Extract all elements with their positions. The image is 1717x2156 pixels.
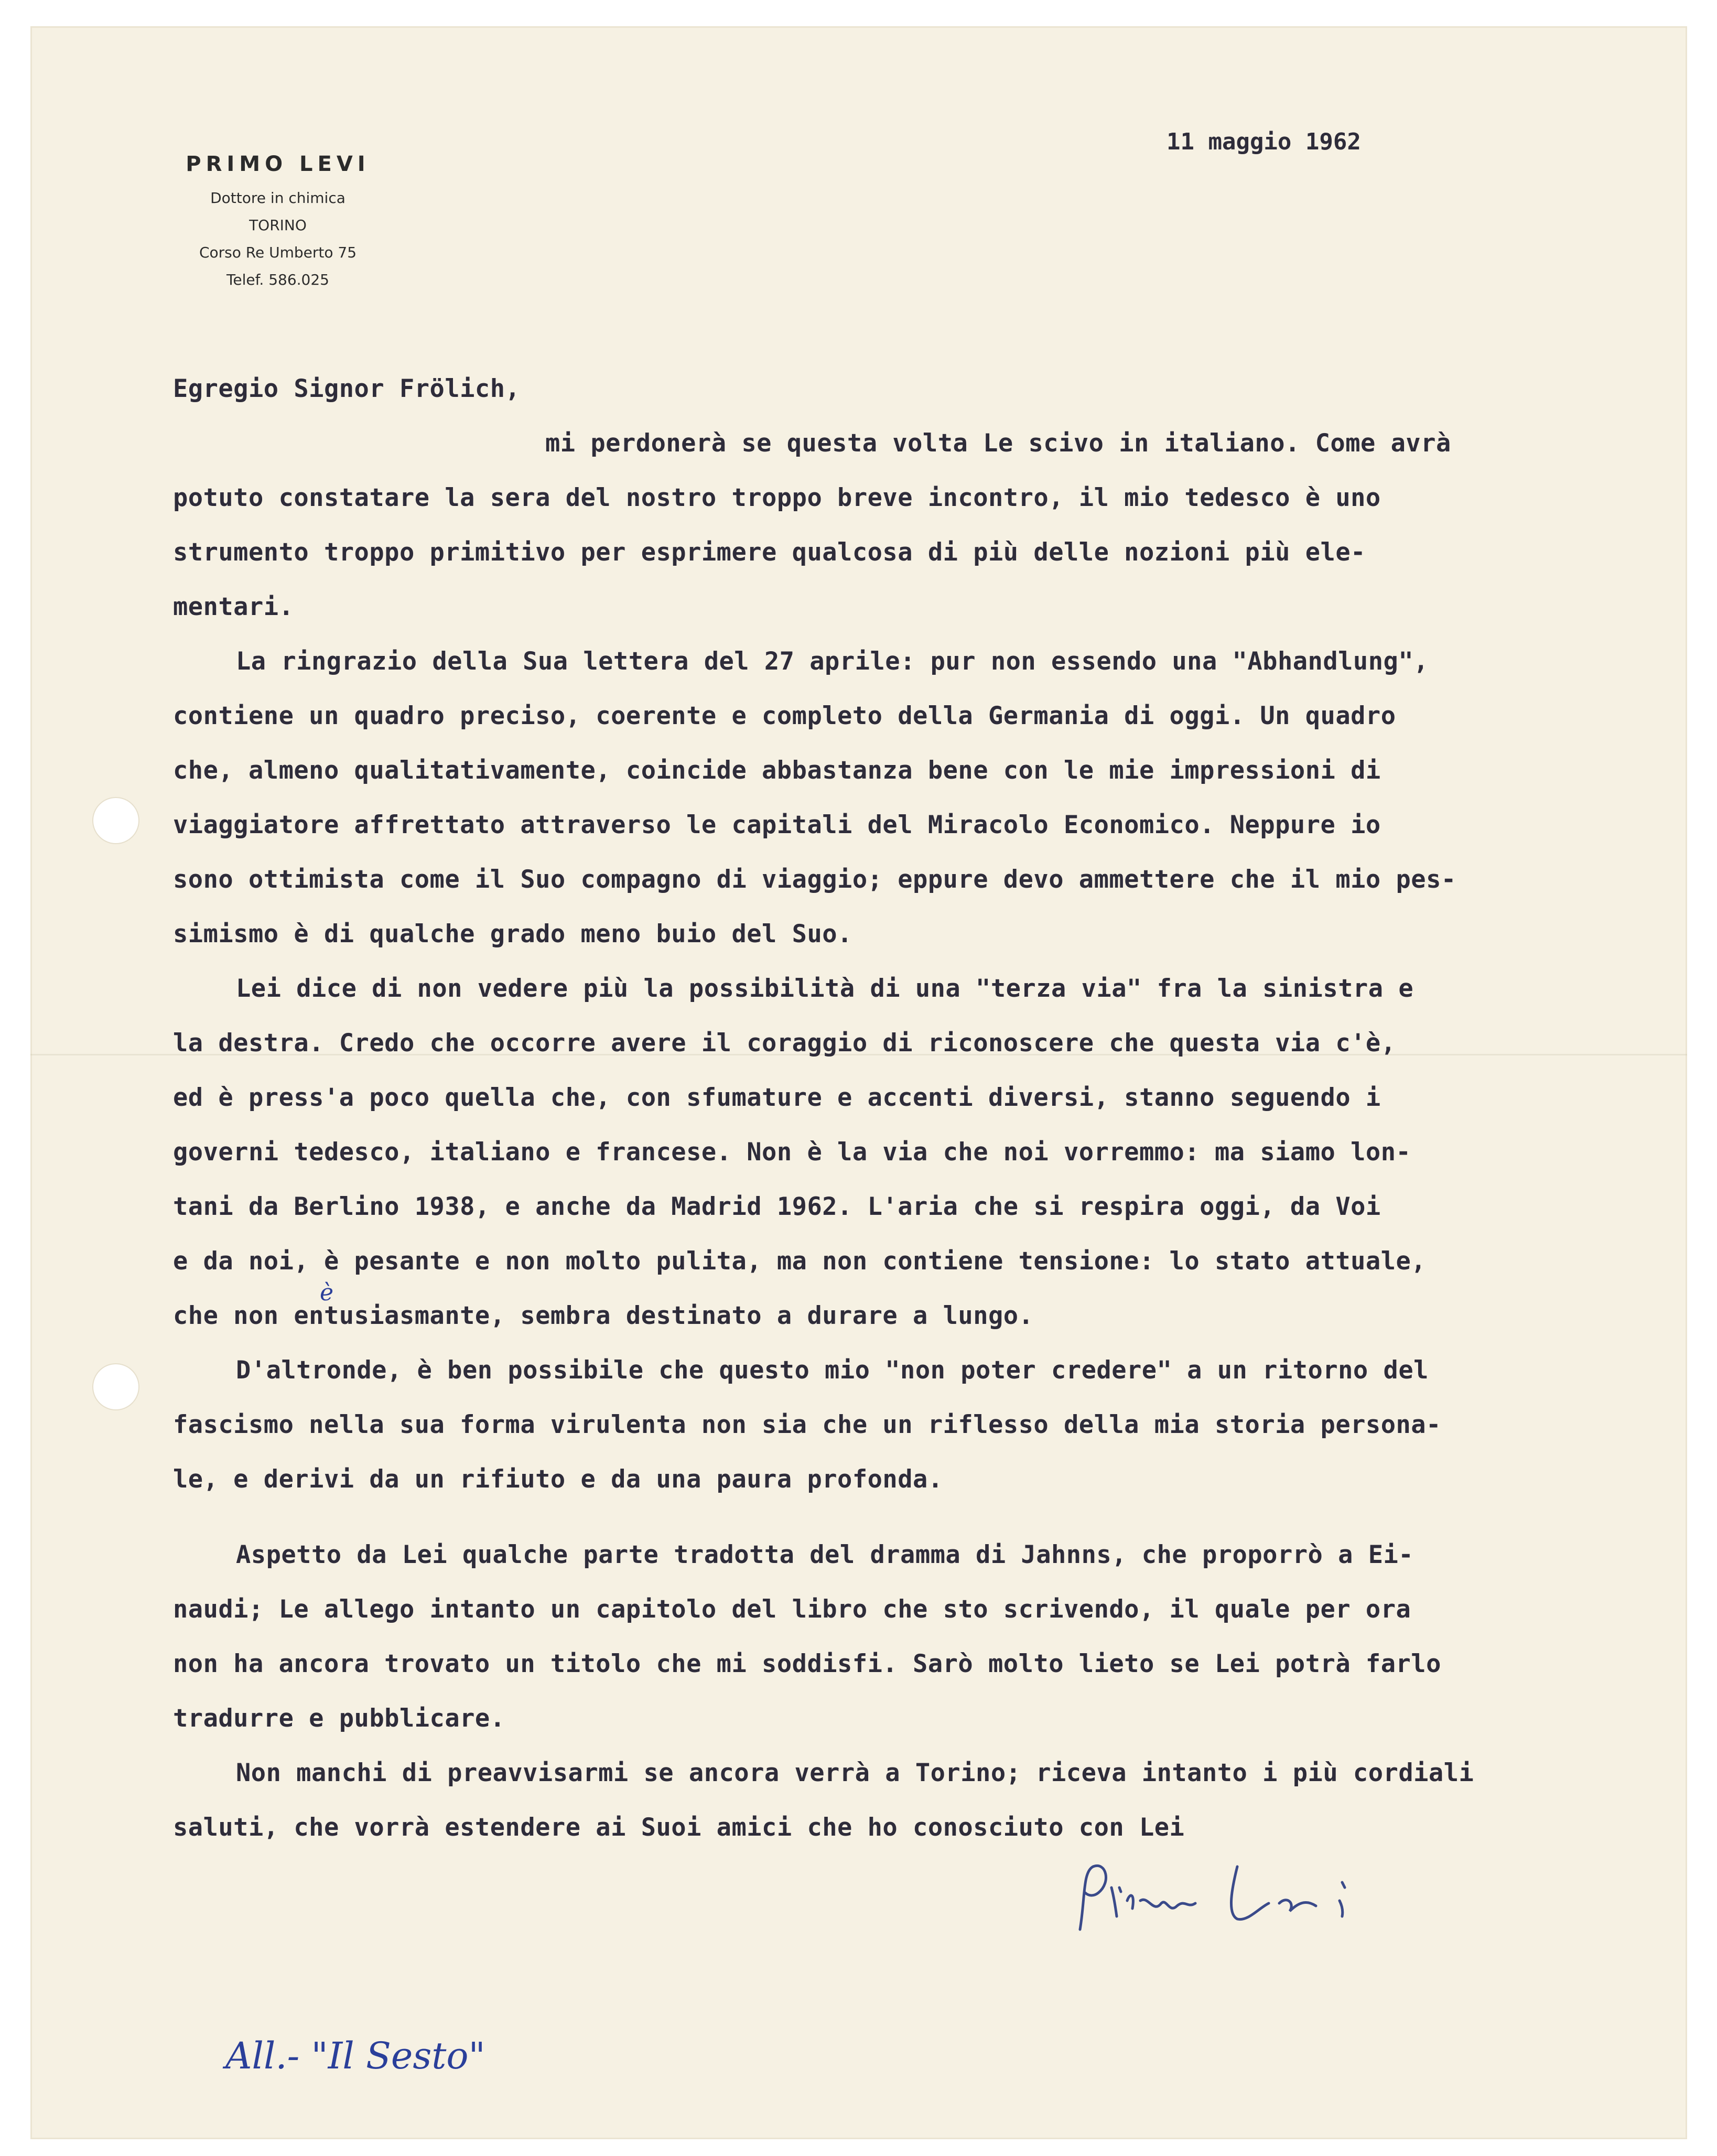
- letterhead-address: Corso Re Umberto 75: [199, 244, 357, 261]
- body-line: strumento troppo primitivo per esprimere qualcosa di più delle nozioni più ele-: [173, 538, 1366, 567]
- handwritten-insert: è: [320, 1279, 334, 1306]
- letter-body: [173, 362, 1651, 1855]
- punch-hole-top: [92, 797, 139, 844]
- body-line: D'altronde, è ben possibile che questo mio "non poter credere" a un ritorno del: [236, 1356, 1429, 1385]
- letterhead-city: TORINO: [249, 217, 307, 234]
- body-line: fascismo nella sua forma virulenta non sia che un riflesso della mia storia persona-: [173, 1410, 1441, 1439]
- letterhead: [157, 152, 398, 294]
- letter-date: 11 maggio 1962: [1167, 128, 1361, 155]
- letterhead-name: PRIMO LEVI: [186, 152, 370, 176]
- handwritten-note: All.- "Il Sesto": [225, 2034, 485, 2077]
- body-line: tani da Berlino 1938, e anche da Madrid 1962. L'aria che si respira oggi, da Voi: [173, 1192, 1381, 1221]
- body-line: tradurre e pubblicare.: [173, 1704, 505, 1733]
- salutation: Egregio Signor Frölich,: [173, 374, 521, 403]
- body-line: e da noi, è pesante e non molto pulita, ma non contiene tensione: lo stato attuale,: [173, 1247, 1427, 1276]
- signature-primo-levi: [1070, 1851, 1405, 1945]
- letterhead-title: Dottore in chimica: [210, 189, 345, 207]
- body-line: Lei dice di non vedere più la possibilità di una "terza via" fra la sinistra e: [236, 974, 1414, 1003]
- body-line: mi perdonerà se questa volta Le scivo in italiano. Come avrà: [545, 429, 1451, 458]
- body-line: che non entusiasmante, sembra destinato a durare a lungo.: [173, 1301, 1034, 1330]
- body-line: contiene un quadro preciso, coerente e completo della Germania di oggi. Un quadro: [173, 702, 1396, 730]
- body-line: mentari.: [173, 592, 294, 621]
- body-line: simismo è di qualche grado meno buio del Suo.: [173, 920, 852, 948]
- body-line: Aspetto da Lei qualche parte tradotta del dramma di Jahnns, che proporrò a Ei-: [236, 1540, 1414, 1569]
- body-line: potuto constatare la sera del nostro troppo breve incontro, il mio tedesco è uno: [173, 483, 1381, 512]
- body-line: saluti, che vorrà estendere ai Suoi amici che ho conosciuto con Lei: [173, 1813, 1185, 1842]
- body-line: viaggiatore affrettato attraverso le capitali del Miracolo Economico. Neppure io: [173, 811, 1381, 839]
- body-line: sono ottimista come il Suo compagno di viaggio; eppure devo ammettere che il mio pes-: [173, 865, 1456, 894]
- body-line: la destra. Credo che occorre avere il coraggio di riconoscere che questa via c'è,: [173, 1029, 1396, 1058]
- body-line: che, almeno qualitativamente, coincide abbastanza bene con le mie impressioni di: [173, 756, 1381, 785]
- body-line: naudi; Le allego intanto un capitolo del libro che sto scrivendo, il quale per ora: [173, 1595, 1411, 1624]
- body-line: le, e derivi da un rifiuto e da una paura profonda.: [173, 1465, 943, 1494]
- letterhead-phone: Telef. 586.025: [226, 271, 329, 288]
- body-line: La ringrazio della Sua lettera del 27 aprile: pur non essendo una "Abhandlung",: [236, 647, 1429, 676]
- punch-hole-bottom: [92, 1363, 139, 1410]
- body-line: governi tedesco, italiano e francese. Non è la via che noi vorremmo: ma siamo lon-: [173, 1138, 1411, 1167]
- body-line: Non manchi di preavvisarmi se ancora verrà a Torino; riceva intanto i più cordiali: [236, 1759, 1474, 1787]
- body-line: ed è press'a poco quella che, con sfumature e accenti diversi, stanno seguendo i: [173, 1083, 1381, 1112]
- body-line: non ha ancora trovato un titolo che mi soddisfi. Sarò molto lieto se Lei potrà farlo: [173, 1650, 1441, 1678]
